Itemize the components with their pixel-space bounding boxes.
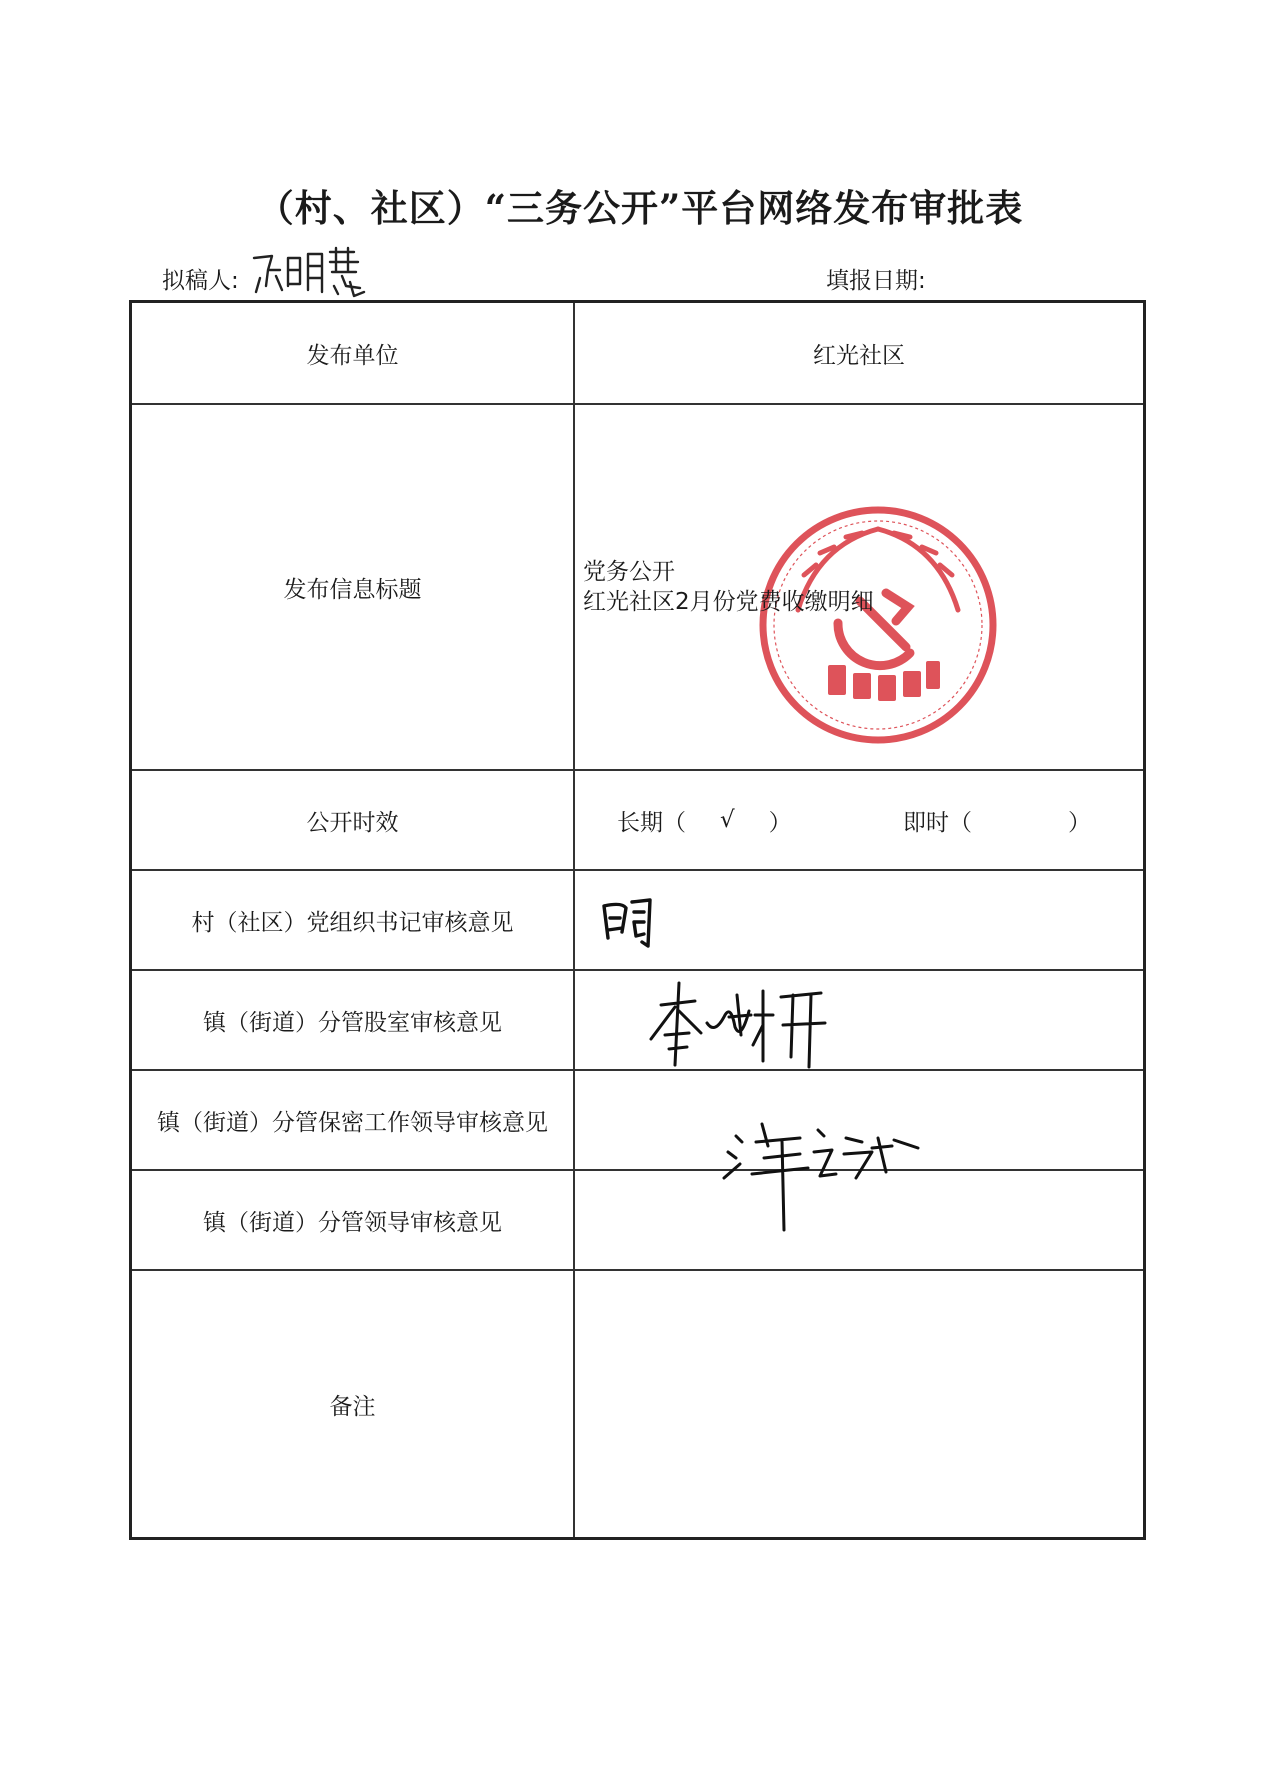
secretary-review-value [575, 871, 1143, 969]
publishing-unit-value: 红光社区 [813, 342, 905, 369]
remarks-label: 备注 [132, 1271, 575, 1537]
disclosure-duration-value [575, 771, 1143, 869]
row-secrecy-review [132, 1071, 1143, 1171]
long-term-label: 长期（ [617, 809, 686, 836]
row-remarks [132, 1271, 1143, 1537]
secretary-review-label: 村（社区）党组织书记审核意见 [132, 871, 575, 969]
info-title-line-1: 党务公开 [583, 559, 675, 585]
long-term-checkmark: √ [720, 807, 735, 833]
drafter-signature [250, 246, 370, 298]
long-term-option [617, 771, 792, 869]
date-label: 填报日期: [826, 268, 926, 294]
secretary-signature [598, 894, 656, 952]
section-review-signature [645, 975, 835, 1075]
info-title-line-2: 红光社区2月份党费收缴明细 [583, 589, 874, 615]
info-title-lines [575, 557, 874, 617]
leader-review-label: 镇（街道）分管领导审核意见 [132, 1171, 575, 1269]
party-seal [758, 505, 998, 745]
remarks-value [575, 1271, 1143, 1537]
row-publishing-unit [132, 303, 1143, 405]
immediate-close: ） [1068, 809, 1091, 836]
long-term-close: ） [768, 809, 792, 836]
secrecy-review-signature [722, 1118, 922, 1238]
row-disclosure-duration [132, 771, 1143, 871]
row-section-review [132, 971, 1143, 1071]
immediate-option [903, 771, 1091, 869]
section-review-label: 镇（街道）分管股室审核意见 [132, 971, 575, 1069]
row-leader-review [132, 1171, 1143, 1271]
drafter-label: 拟稿人: [162, 268, 239, 294]
immediate-label: 即时（ [903, 809, 972, 836]
publishing-unit-label: 发布单位 [132, 303, 575, 403]
page-title: （村、社区）“三务公开”平台网络发布审批表 [256, 186, 1024, 230]
disclosure-duration-label: 公开时效 [132, 771, 575, 869]
secrecy-review-label: 镇（街道）分管保密工作领导审核意见 [132, 1071, 575, 1169]
info-title-label: 发布信息标题 [132, 405, 575, 769]
